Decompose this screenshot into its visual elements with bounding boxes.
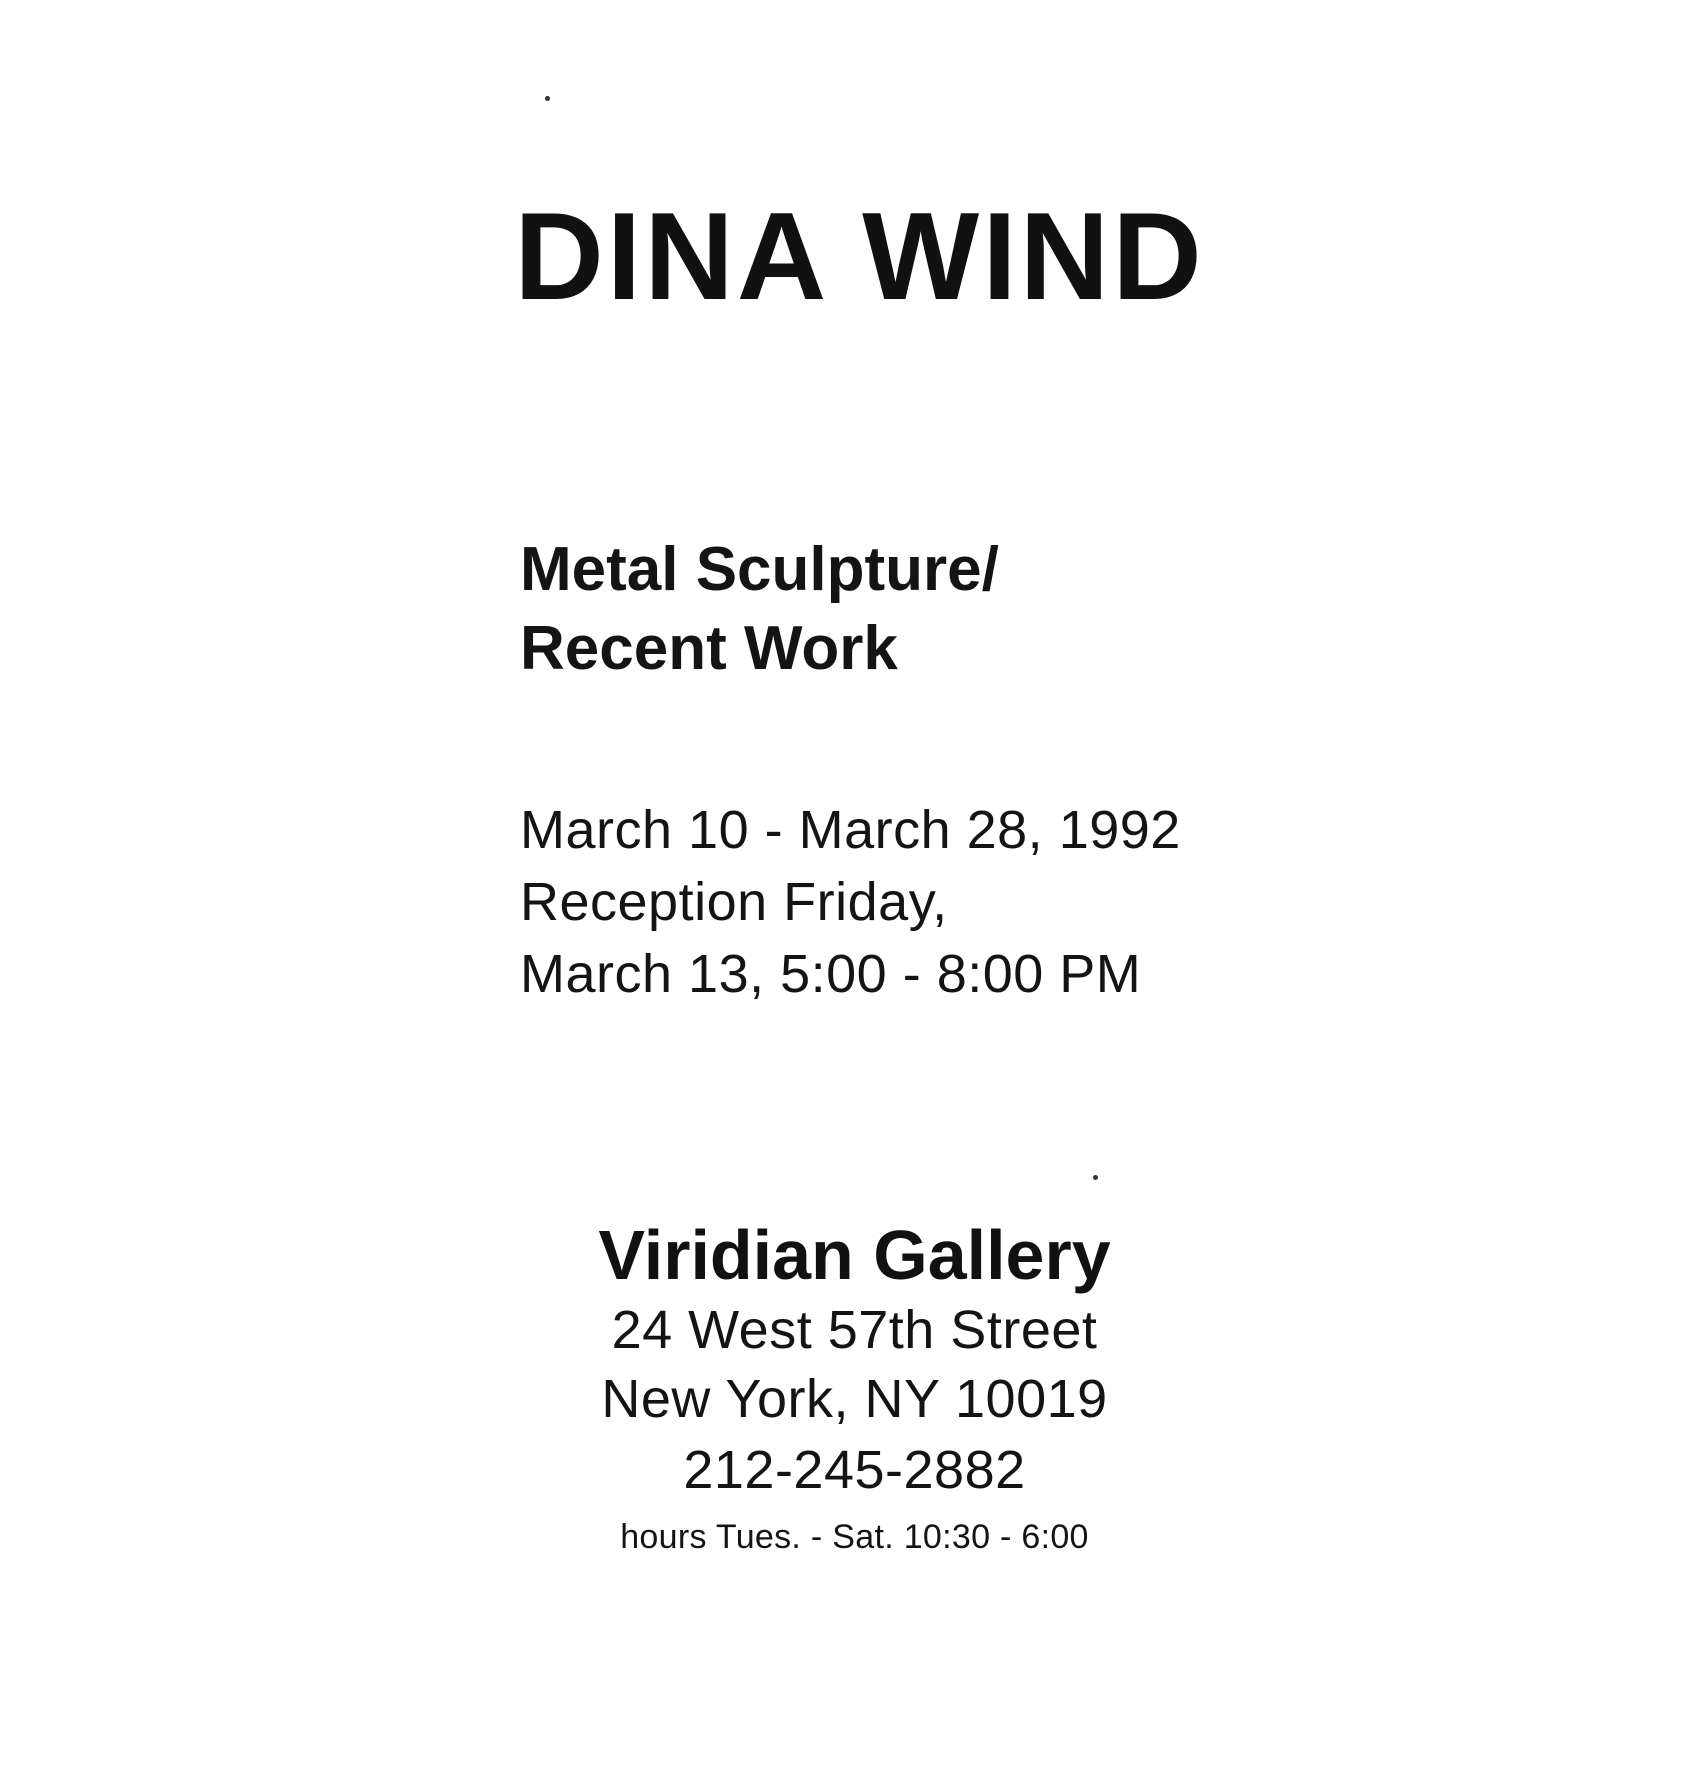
- paper-speck-top: [545, 96, 550, 101]
- venue-hours: hours Tues. - Sat. 10:30 - 6:00: [620, 1517, 1089, 1556]
- exhibition-title-line-2: Recent Work: [520, 614, 898, 684]
- exhibition-dates: [520, 795, 1470, 1010]
- reception-line-2: March 13, 5:00 - 8:00 PM: [520, 943, 1142, 1004]
- paper-speck-middle: [1093, 1175, 1098, 1180]
- exhibition-title-line-1: Metal Sculpture/: [520, 535, 999, 604]
- venue-phone-number: 212-245-2882: [683, 1439, 1026, 1500]
- venue-name: Viridian Gallery: [598, 1216, 1111, 1294]
- exhibition-title: [520, 530, 1420, 689]
- reception-line-1: Reception Friday,: [520, 871, 948, 932]
- venue-city-state-zip: New York, NY 10019: [601, 1368, 1108, 1429]
- venue-street-address: 24 West 57th Street: [611, 1299, 1098, 1360]
- exhibition-run-dates: March 10 - March 28, 1992: [520, 800, 1181, 860]
- artist-name: DINA WIND: [514, 188, 1205, 326]
- venue-block: [0, 1215, 1699, 1559]
